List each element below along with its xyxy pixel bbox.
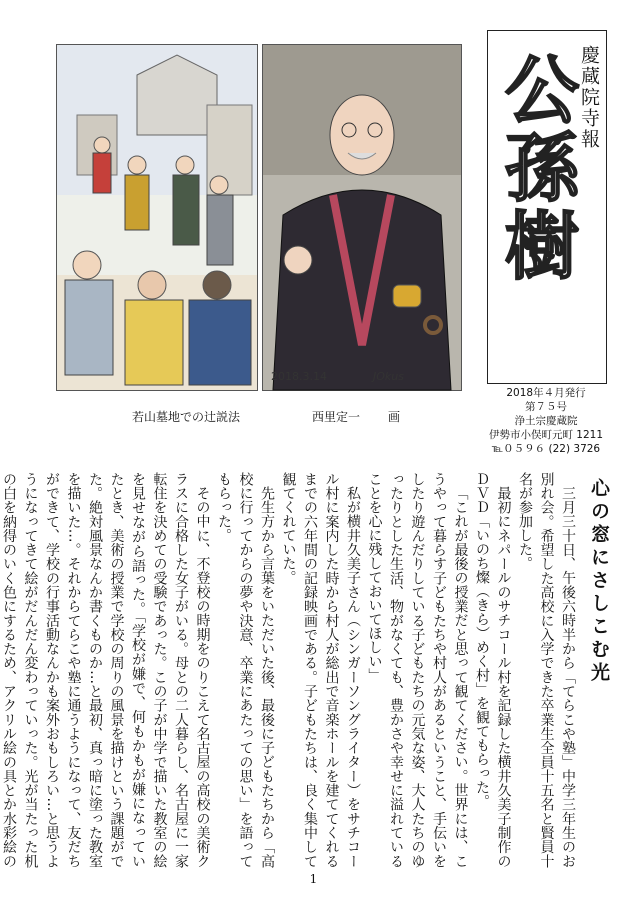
issue-info xyxy=(487,386,605,458)
masthead-subtitle: 慶蔵院寺報 xyxy=(578,45,600,150)
drawn-by-label: 画 xyxy=(388,410,401,424)
article-body xyxy=(1,472,578,869)
paragraph: その中に、不登校の時期をのりこえて名古屋の高校の美術クラスに合格した女子がいる。母との二人暮らし、名古屋に一家転住を決めての受験であった。この子が中学で描いた教室の絵を見せながら語った。「学校が嫌で、何もかもが嫌になっていたとき、美術の授業で学校の周りの風景を描けという課題がでた。絶対風景なんか書くものか…と最初、真っ暗に塗った教室を描いた…。それからてらこや塾に通うようになって、友だちができて、学校の行事活動なんかも案外おもしろい…と思うようになってきて絵がだんだん変わっていった。光が当たった机の白を納得のいく色にするため、アクリル絵の具とか水彩絵の xyxy=(1,472,211,869)
article-title: 心の窓にさしこむ光 xyxy=(588,478,610,685)
issue-number: 第７５号 xyxy=(525,401,567,413)
left-caption: 若山墓地での辻説法 xyxy=(132,410,241,424)
cemetery-sermon-illustration xyxy=(56,44,258,391)
page-number: 1 xyxy=(309,872,318,886)
priest-portrait-illustration xyxy=(262,44,462,391)
artist-name: 西里定一 xyxy=(312,410,361,424)
masthead xyxy=(487,30,607,384)
paragraph: 先生方から言葉をいただいた後、最後に子どもたちから「高校に行ってからの夢や決意、卒業にあたっての思い」を語ってもらった。 xyxy=(216,472,275,868)
temple-phone: ℡０５９６ (22) 3726 xyxy=(491,443,601,455)
cemetery-sermon-drawing xyxy=(57,45,257,390)
temple-address: 伊勢市小俣町元町 1211 xyxy=(488,429,604,441)
paragraph: 「これが最後の授業だと思って観てください。世界には、こうやって暮らす子どもたちや村人があるということ、手伝いをしたり遊んだりしている子どもたちの元気な姿、大人たちのゆったりとした生活、物がなくても、豊かさや幸せに溢れていることを心に残しておいてほしい」 xyxy=(366,472,469,868)
sketch-date-mark: 2018.3.14 xyxy=(271,370,327,383)
paragraph: 私が横井久美子さん（シンガーソングライター）をサチコール村に案内した時から村人が総出で音楽ホールを建ててくれるまでの六年間の記録映画である。子どもたちは、良く集中して観てくれていた。 xyxy=(280,472,361,868)
artist-signature: JOkus xyxy=(373,370,404,383)
paragraph: 最初にネパールのサチコール村を記録した横井久美子制作のＤＶＤ「いのち燦（きら）めく村」を観てもらった。 xyxy=(474,472,512,868)
issue-date: 2018年４月発行 xyxy=(506,387,586,399)
temple-name: 浄土宗慶蔵院 xyxy=(514,415,578,427)
masthead-title: 公孫樹 xyxy=(493,51,579,285)
paragraph: 三月三十日、午後六時半から「てらこや塾」中学三年生のお別れ会。希望した高校に入学できた卒業生全員十五名と賢員十名が参加した。 xyxy=(517,472,576,868)
priest-portrait-drawing xyxy=(263,45,461,390)
